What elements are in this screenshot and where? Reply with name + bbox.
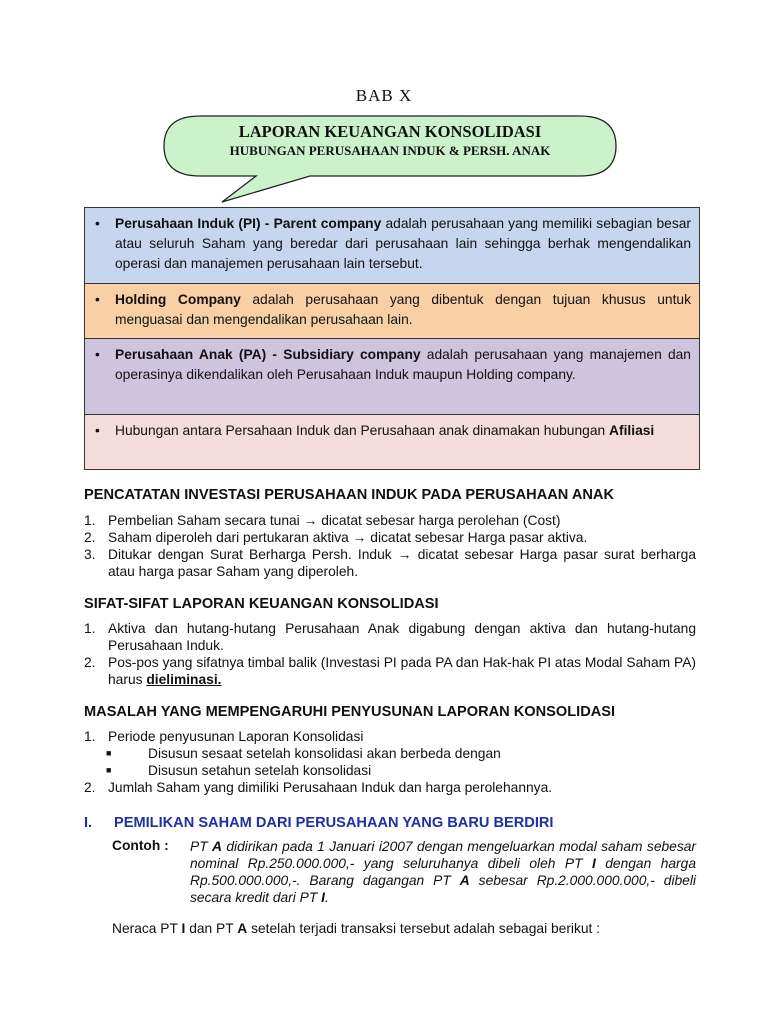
square-bullet-icon: ■: [106, 765, 112, 775]
list-sifat: [84, 620, 696, 688]
definition-term: Perusahaan Induk (PI) - Parent company: [115, 216, 382, 231]
list-item: 1. Pembelian Saham secara tunai → dicatat sebesar harga perolehan (Cost): [84, 513, 561, 528]
section-heading-pemilikan: [84, 815, 553, 831]
emphasis-text: dieliminasi.: [146, 672, 222, 687]
section-heading-sifat: SIFAT-SIFAT LAPORAN KEUANGAN KONSOLIDASI: [84, 596, 439, 612]
list-masalah: [84, 728, 696, 796]
definition-text: adalah perusahaan yang memiliki sebagian besar atau seluruh Saham yang beredar dari perusahaan lain sehingga berhak mengendalikan operasi dan manajemen perusahaan lain tersebut.: [115, 216, 691, 271]
list-item: 1. Periode penyusunan Laporan Konsolidasi: [84, 729, 364, 744]
definitions-box: [84, 207, 700, 470]
section-number: I.: [84, 815, 93, 831]
list-item: 3. Ditukar dengan Surat Berharga Persh. Induk → dicatat sebesar Harga pasar surat berharga atau harga pasar Saham yang diperoleh.: [84, 547, 696, 579]
section-title: PEMILIKAN SAHAM DARI PERUSAHAAN YANG BARU BERDIRI: [114, 815, 554, 831]
bullet-icon: •: [95, 347, 100, 362]
list-item: 1. Aktiva dan hutang-hutang Perusahaan Anak digabung dengan aktiva dan hutang-hutang Perusahaan Induk.: [84, 621, 696, 653]
section-heading-masalah: MASALAH YANG MEMPENGARUHI PENYUSUNAN LAPORAN KONSOLIDASI: [84, 704, 616, 720]
bullet-icon: •: [95, 216, 100, 231]
bullet-icon: •: [95, 423, 100, 438]
bubble-title: LAPORAN KEUANGAN KONSOLIDASI: [238, 122, 542, 141]
list-item: 2. Pos-pos yang sifatnya timbal balik (Investasi PI pada PA dan Hak-hak PI atas Modal Saham PA) harus dieliminasi.: [84, 655, 696, 687]
definition-parent-company: [85, 208, 699, 284]
bullet-icon: •: [95, 292, 100, 307]
sub-list-item: ■ Disusun sesaat setelah konsolidasi akan berbeda dengan: [106, 746, 501, 761]
definition-term: Perusahaan Anak (PA) - Subsidiary company: [115, 347, 421, 362]
definition-term: Afiliasi: [609, 423, 655, 438]
definition-text: adalah perusahaan yang manajemen dan operasinya dikendalikan oleh Perusahaan Induk maupun Holding company.: [115, 347, 691, 382]
definition-term: Holding Company: [115, 292, 241, 307]
bubble-text: [180, 122, 600, 159]
list-item: 2. Jumlah Saham yang dimiliki Perusahaan Induk dan harga perolehannya.: [84, 780, 553, 795]
bubble-subtitle: HUBUNGAN PERUSAHAAN INDUK & PERSH. ANAK: [229, 143, 551, 158]
definition-text: Hubungan antara Persahaan Induk dan Perusahaan anak dinamakan hubungan: [115, 423, 610, 438]
list-pencatatan: [84, 512, 696, 580]
definition-subsidiary-company: [85, 339, 699, 415]
definition-text: adalah perusahaan yang dibentuk dengan tujuan khusus untuk menguasai dan mengendalikan perusahaan lain.: [115, 292, 691, 327]
neraca-intro: Neraca PT I dan PT A setelah terjadi transaksi tersebut adalah sebagai berikut :: [112, 921, 601, 936]
square-bullet-icon: ■: [106, 748, 112, 758]
list-item: 2. Saham diperoleh dari pertukaran aktiva → dicatat sebesar Harga pasar aktiva.: [84, 530, 588, 545]
example-text: PT A didirikan pada 1 Januari i2007 dengan mengeluarkan modal saham sebesar nominal Rp.250.000.000,- yang seluruhanya dibeli oleh PT I dengan harga Rp.500.000.000,-. Barang dagangan PT A sebesar Rp.2.000.000.000,- dibeli secara kredit dari PT I.: [190, 839, 697, 905]
sub-list-item: ■ Disusun setahun setelah konsolidasi: [106, 763, 372, 778]
section-heading-pencatatan: PENCATATAN INVESTASI PERUSAHAAN INDUK PADA PERUSAHAAN ANAK: [84, 487, 614, 503]
chapter-heading: BAB X: [355, 86, 413, 105]
example-label: Contoh :: [112, 838, 169, 853]
definition-affiliation: [85, 415, 699, 469]
definition-holding-company: [85, 284, 699, 339]
